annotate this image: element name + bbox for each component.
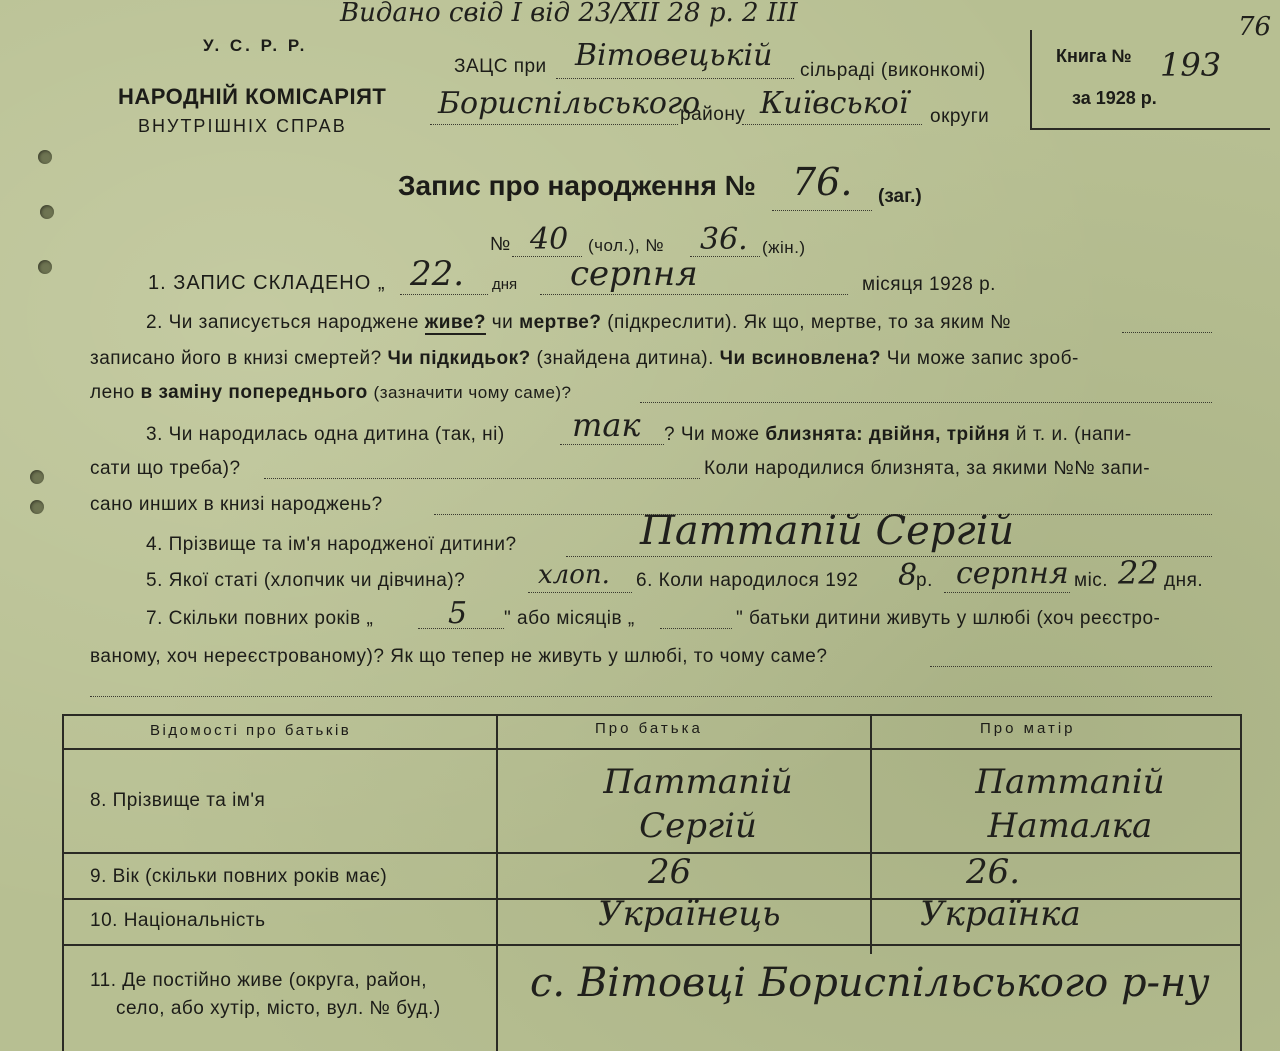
item1-month-handwritten: серпня [570, 254, 698, 294]
item2-why-text: (зазначити чому саме)? [373, 383, 572, 402]
item5-label: 5. Якої статі (хлопчик чи дівчина)? [146, 570, 466, 591]
country-label: У. С. Р. Р. [203, 36, 308, 55]
female-label: (жін.) [762, 238, 806, 257]
punch-hole [30, 500, 44, 514]
item1-day-handwritten: 22. [410, 254, 465, 294]
item2-line1 [146, 312, 1011, 334]
table-header-border [62, 748, 1242, 750]
okrug-handwritten: Київської [760, 86, 909, 121]
item3-other-births-text: сано инших в книзі народжень? [90, 494, 383, 515]
row10-father-handwritten: Українець [598, 894, 781, 934]
no-label: № [490, 234, 511, 255]
punch-hole [38, 150, 52, 164]
item3-twins-bold: близнята: двійня, трійня [765, 424, 1011, 445]
item3-answer-line [264, 478, 700, 479]
item7-years-handwritten: 5 [448, 596, 468, 631]
item6-r-label: р. [916, 570, 933, 591]
item7-years-text: 7. Скільки повних років „ [146, 608, 374, 629]
book-number-handwritten: 193 [1160, 46, 1222, 84]
item7-years-line [418, 628, 504, 629]
item2-death-number-text: (підкреслити). Як що, мертве, то за яким № [607, 312, 1012, 333]
item7-months-line [660, 628, 732, 629]
item4-child-name-handwritten: Паттапій Сергій [640, 508, 1015, 554]
table-col-divider [496, 944, 498, 1051]
item3-q-text: 3. Чи народилась одна дитина (так, ні) [146, 424, 505, 445]
item2-found-child-text: (знайдена дитина). [536, 348, 714, 369]
item7-months-text: " або місяців „ [504, 608, 635, 629]
department-label: ВНУТРІШНІХ СПРАВ [138, 116, 347, 136]
book-year-label: за 1928 р. [1072, 88, 1157, 108]
row9-father-handwritten: 26 [648, 852, 692, 892]
okrug-label: округи [930, 106, 990, 127]
item5-sex-line [528, 592, 632, 593]
item3-twins-line [664, 424, 1132, 446]
top-handwritten-note: Видано свід I від 23/XII 28 р. 2 III [340, 0, 798, 28]
row11-residence-handwritten: с. Вітовці Бориспільського р-ну [530, 960, 1210, 1006]
book-label: Книга № [1056, 46, 1132, 66]
district-line [430, 124, 678, 125]
commissariat-label: НАРОДНІЙ КОМІСАРІЯТ [118, 84, 387, 109]
item4-label: 4. Прізвище та ім'я народженої дитини? [146, 534, 517, 555]
row11-label-line1: 11. Де постійно живе (округа, район, [90, 970, 428, 991]
item6-month-label: міс. [1074, 570, 1109, 591]
item1-month-line [540, 294, 848, 295]
row8-label: 8. Прізвище та ім'я [90, 790, 266, 811]
item1-label: 1. ЗАПИС СКЛАДЕНО „ [148, 272, 386, 294]
item2-foundling-text: Чи підкидьок? [387, 348, 531, 369]
table-header-parents: Відомості про батьків [150, 722, 352, 739]
item1-day-line [400, 294, 488, 295]
punch-hole [40, 205, 54, 219]
item3-write-text: й т. и. (напи- [1015, 424, 1132, 445]
item2-q-text: 2. Чи записується народжене [146, 312, 419, 333]
table-header-mother: Про матір [980, 720, 1076, 737]
district-handwritten: Бориспільського [438, 86, 701, 121]
item2-dead-option: мертве? [519, 312, 602, 333]
item7-extra-line [90, 696, 1212, 697]
item3-twins-numbers-text: Коли народилися близнята, за якими №№ запи- [704, 458, 1151, 479]
corner-number: 76 [1238, 12, 1272, 42]
female-number-line [690, 256, 760, 257]
row10-mother-handwritten: Українка [920, 894, 1081, 934]
table-header-father: Про батька [595, 720, 703, 737]
item2-answer-line [640, 402, 1212, 403]
district-label: району [680, 104, 746, 125]
table-top-border [62, 714, 1242, 716]
record-number-line [772, 210, 872, 211]
item2-or-text: чи [491, 312, 514, 333]
item2-line3 [90, 382, 572, 404]
table-right-border [1240, 714, 1242, 1051]
row10-label: 10. Національність [90, 910, 266, 931]
row8-mother-handwritten: Паттапій Наталка [975, 762, 1165, 846]
item6-year-handwritten: 8 [898, 558, 918, 593]
village-line [556, 78, 794, 79]
item6-day-handwritten: 22 [1118, 554, 1159, 592]
item1-month-label: місяця 1928 р. [862, 274, 996, 295]
female-number-handwritten: 36. [700, 222, 748, 257]
row9-label: 9. Вік (скільки повних років має) [90, 866, 388, 887]
item2-line2 [90, 348, 1079, 370]
item1-day-label: дня [492, 276, 518, 293]
item6-month-line [944, 592, 1070, 593]
item7-why-line [930, 666, 1212, 667]
zacs-label: ЗАЦС при [454, 56, 547, 77]
item2-made-text: лено [90, 382, 135, 403]
item3-write-what-text: сати що треба)? [90, 458, 241, 479]
item6-month-handwritten: серпня [956, 556, 1069, 591]
item7-marriage-text: " батьки дитини живуть у шлюбі (хоч реєстро- [736, 608, 1161, 629]
book-box-bottom-border [1030, 128, 1270, 130]
table-col-divider [496, 714, 498, 954]
item4-name-line [566, 556, 1212, 557]
table-col-divider [870, 714, 872, 954]
council-label: сільраді (виконкомі) [800, 60, 986, 81]
title-suffix: (заг.) [878, 186, 922, 207]
male-label: (чол.), № [588, 236, 665, 255]
item3-single-line [560, 444, 664, 445]
item7-unregistered-text: ваному, хоч нереєстрованому)? Як що тепер не живуть у шлюбі, то чому саме? [90, 646, 828, 667]
okrug-line [742, 124, 922, 125]
item3-or-text: ? Чи може [664, 424, 760, 445]
book-box-left-border [1030, 30, 1032, 130]
row9-mother-handwritten: 26. [966, 852, 1021, 892]
item2-death-number-line [1122, 332, 1212, 333]
male-number-handwritten: 40 [530, 222, 569, 257]
row11-label-line2: село, або хутір, місто, вул. № буд.) [116, 998, 441, 1019]
item6-label: 6. Коли народилося 192 [636, 570, 859, 591]
punch-hole [30, 470, 44, 484]
document-title: Запис про народження № [398, 170, 756, 201]
item2-replacement-text: Чи може запис зроб- [886, 348, 1079, 369]
item2-adopted-text: Чи всиновлена? [719, 348, 881, 369]
item3-single-handwritten: так [572, 406, 641, 444]
table-row-border [62, 944, 1242, 946]
table-left-border [62, 714, 64, 1051]
record-number-handwritten: 76. [792, 160, 853, 204]
item2-alive-option: живе? [424, 312, 486, 333]
row8-father-handwritten: Паттапій Сергій [603, 762, 793, 846]
village-handwritten: Вітовецькій [575, 38, 773, 73]
item2-death-book-text: записано його в книзі смертей? [90, 348, 382, 369]
item2-replacement-bold: в заміну попереднього [140, 382, 368, 403]
item6-day-label: дня. [1164, 570, 1204, 591]
punch-hole [38, 260, 52, 274]
item5-sex-handwritten: хлоп. [538, 560, 610, 590]
